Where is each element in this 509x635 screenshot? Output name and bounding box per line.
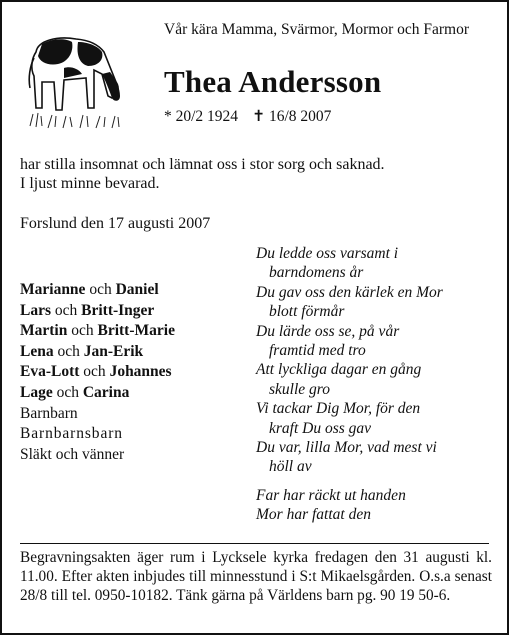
divider — [20, 543, 489, 544]
family-row: Lars och Britt-Inger — [20, 301, 155, 319]
deceased-name: Thea Andersson — [164, 64, 382, 99]
poem-line: Vi tackar Dig Mor, för den — [256, 400, 421, 418]
poem-line: skulle gro — [269, 380, 330, 398]
poem — [256, 244, 501, 525]
message — [20, 155, 490, 193]
poem-line: höll av — [269, 458, 312, 476]
poem-line: kraft Du oss gav — [269, 419, 372, 437]
poem-line: barndomens år — [269, 264, 364, 282]
relatives-great-grandchildren: Barnbarnsbarn — [20, 425, 123, 443]
died-date: 16/8 2007 — [268, 108, 332, 125]
life-dates — [164, 107, 331, 126]
funeral-info: Begravningsakten äger rum i Lycksele kyrka fredagen den 31 augusti kl. 11.00. Efter akten inbjudes till minnesstund i S:t Mikaelsgården. O.s.a senast 28/8 till tel. 0950-10182. Tänk gärna på Världens barn pg. 90 19 50-6. — [20, 549, 492, 604]
message-line: har stilla insomnat och lämnat oss i stor sorg och saknad. — [20, 156, 385, 173]
message-line: I ljust minne bevarad. — [20, 175, 160, 192]
place-date: Forslund den 17 augusti 2007 — [20, 215, 211, 232]
cow-icon — [28, 22, 124, 132]
family-row: Lage och Carina — [20, 383, 130, 401]
born-date: 20/2 1924 — [175, 108, 239, 125]
poem-line: Du ledde oss varsamt i — [256, 245, 399, 262]
poem-end-line: Far har räckt ut handen — [256, 486, 406, 504]
poem-line: Du lärde oss se, på vår — [256, 322, 400, 340]
family-row: Marianne och Daniel — [20, 281, 159, 298]
poem-line: framtid med tro — [269, 342, 366, 360]
born-symbol: * — [164, 108, 172, 125]
relatives-friends: Släkt och vänner — [20, 445, 125, 463]
family-row: Martin och Britt-Marie — [20, 322, 175, 340]
poem-end-line: Mor har fattat den — [256, 506, 371, 524]
poem-line: blott förmår — [269, 303, 345, 321]
family-row: Eva-Lott och Johannes — [20, 363, 172, 381]
cross-icon: ✝ — [252, 108, 266, 125]
poem-line: Du gav oss den kärlek en Mor — [256, 283, 443, 301]
family-row: Lena och Jan-Erik — [20, 342, 144, 360]
family-list — [20, 280, 250, 465]
poem-line: Att lyckliga dagar en gång — [256, 361, 422, 379]
intro-text: Vår kära Mamma, Svärmor, Mormor och Farmor — [164, 21, 469, 38]
relatives-grandchildren: Barnbarn — [20, 404, 78, 422]
poem-line: Du var, lilla Mor, vad mest vi — [256, 439, 437, 457]
